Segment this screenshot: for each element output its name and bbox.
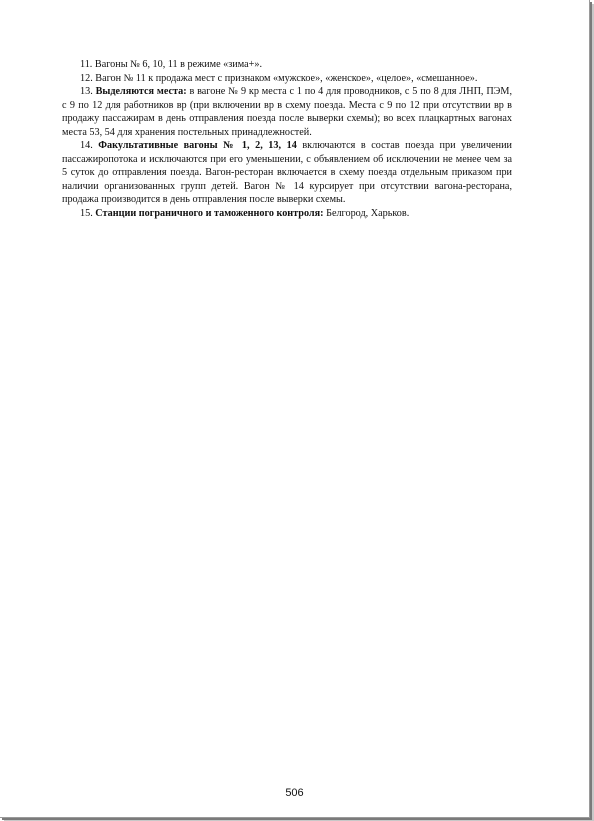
paragraph-text: включаются в состав поезда при увеличении пассажиропотока и исключаются при его уменьшении, с объявлением об исключении не менее чем за 5 суток до отправления поезда. Вагон-ресторан включается в схему поезда отдельным приказом при наличии организованных групп детей. Вагон № 14 курсирует при отсутствии вагона-ресторана, продажа производится в день отправления после выверки схемы. — [62, 140, 512, 205]
paragraph-number: 13. — [80, 86, 93, 97]
paragraph-text: в вагоне № 9 кр места с 1 по 4 для проводников, с 5 по 8 для ЛНП, ПЭМ, с 9 по 12 для работников вр (при включении вр в схему поезда. Места с 9 по 12 при отсутствии вр в продажу пассажирам в день отправления поезда после выверки схемы); во всех плацкартных вагонах места 53, 54 для хранения постельных принадлежностей. — [62, 86, 513, 138]
page-number: 506 — [285, 787, 304, 799]
paragraph-bold-heading: Выделяются места: — [95, 86, 187, 97]
paragraph-text: Вагоны № 6, 10, 11 в режиме «зима+». — [94, 59, 263, 70]
paragraph-bold-heading: Факультативные вагоны № 1, 2, 13, 14 — [98, 140, 297, 151]
paragraph-15 — [62, 207, 512, 221]
paragraph-12 — [62, 72, 512, 86]
paragraph-13 — [62, 85, 512, 139]
page-content — [62, 58, 512, 220]
paragraph-text: Белгород, Харьков. — [326, 207, 410, 219]
paragraph-bold-heading: Станции пограничного и таможенного контроля: — [95, 207, 324, 219]
paragraph-number: 12. — [80, 72, 93, 84]
paragraph-11 — [62, 58, 512, 72]
paragraph-number: 14. — [80, 140, 93, 151]
paragraph-14 — [62, 139, 512, 207]
paragraph-number: 11. — [80, 59, 93, 70]
paragraph-number: 15. — [80, 207, 93, 219]
paragraph-text: Вагон № 11 к продажа мест с признаком «мужское», «женское», «целое», «смешанное». — [95, 72, 478, 84]
